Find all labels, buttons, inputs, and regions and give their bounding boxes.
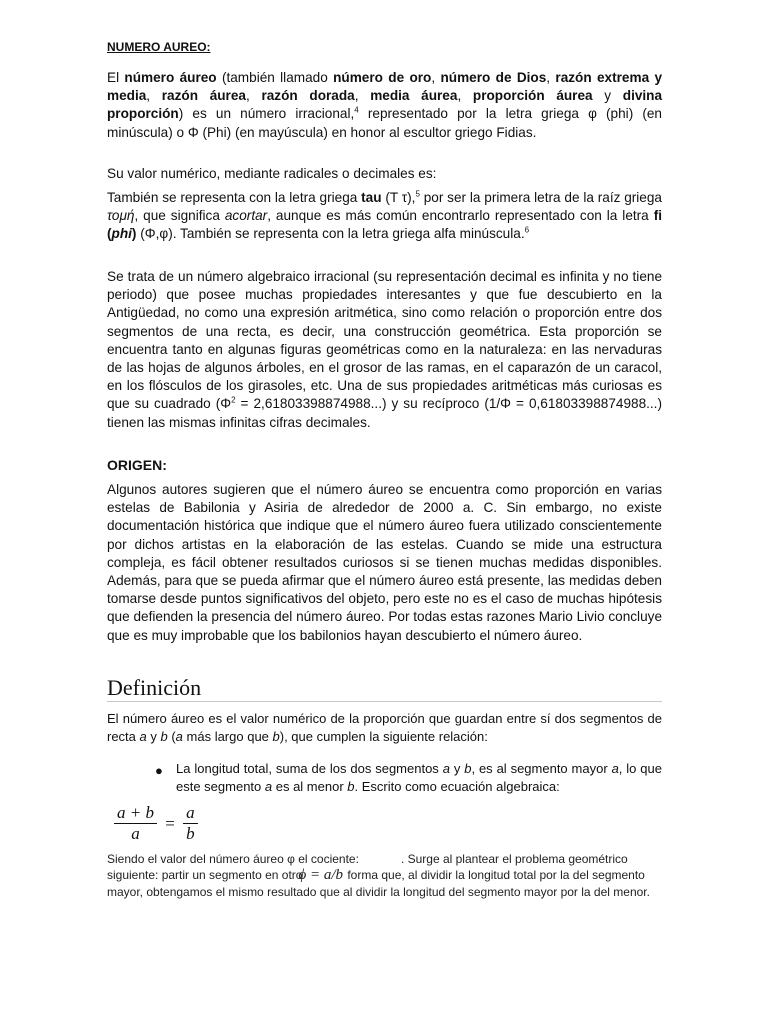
equation-rhs-fraction: $\frac{a}{b}$ bbox=[183, 803, 198, 844]
quotient-paragraph: Siendo el valor del número áureo φ el cociente: . Surge al plantear el problema geométrico siguiente: partir un segmento en otroϕ = a/b forma que, al dividir la longitud total por la del segmento mayor, obtengamos el mismo resultado que al dividir la longitud del segmento mayor por la del menor. bbox=[107, 852, 650, 899]
heading-divider bbox=[107, 701, 662, 702]
origen-heading: ORIGEN: bbox=[107, 457, 167, 473]
equation-equals: = bbox=[165, 813, 175, 833]
phi-inline-formula: ϕ = a/b bbox=[298, 867, 344, 884]
value-intro-text: Su valor numérico, mediante radicales o decimales es: bbox=[107, 166, 437, 181]
bullet-item-text: La longitud total, suma de los dos segmentos a y b, es al segmento mayor a, lo que este segmento a es al menor b. Escrito como ecuación algebraica: bbox=[176, 761, 662, 794]
algebraic-paragraph: Se trata de un número algebraico irracional (su representación decimal es infinita y no tiene periodo) que posee muchas propiedades interesantes y que fue descubierto en la Antigüedad, no como una expresión aritmética, sino como relación o proporción entre dos segmentos de una recta, es decir, una construcción geométrica. Esta proporción se encuentra tanto en algunas figuras geométricas como en la naturaleza: en las nervaduras de las hojas de algunos árboles, en el grosor de las ramas, en el caparazón de un caracol, en los flósculos de los girasoles, etc. Una de sus propiedades aritméticas más curiosas es que su cuadrado $(\Phi^2 = 2,61803398874988...)$ y su recíproco (1/Φ = 0,61803398874988...) tienen las mismas infinitas cifras decimales. bbox=[107, 269, 662, 430]
equation-lhs-fraction: $\frac{a + b}{a}$ bbox=[114, 803, 157, 844]
golden-ratio-equation bbox=[114, 803, 198, 849]
definicion-paragraph: El número áureo es el valor numérico de la proporción que guardan entre sí dos segmentos de recta a y b (a más largo que b), que cumplen la siguiente relación: bbox=[107, 711, 662, 744]
definicion-heading: Definición bbox=[107, 675, 202, 700]
page-title: NUMERO AUREO: bbox=[107, 40, 211, 54]
origen-paragraph: Algunos autores sugieren que el número áureo se encuentra como proporción en varias estelas de Babilonia y Asiria de alrededor de 2000 a. C. Sin embargo, no existe documentación histórica que indique que el número áureo fuera utilizado conscientemente por dichos artistas en la elaboración de las estelas. Cuando se mide una estructura compleja, es fácil obtener resultados curiosos si se tienen muchas medidas disponibles. Además, para que se pueda afirmar que el número áureo está presente, las medidas deben tomarse desde puntos significativos del objeto, pero este no es el caso de muchas hipótesis que defienden la presencia del número áureo. Por todas estas razones Mario Livio concluye que es muy improbable que los babilonios hayan descubierto el número áureo. bbox=[107, 482, 662, 643]
bullet-dot-icon: ● bbox=[155, 763, 163, 778]
tau-paragraph: También se representa con la letra griega tau (Τ τ),$^5$ por ser la primera letra de la raíz griega τομή, que significa acortar, aunque es más común encontrarlo representado con la letra fi (phi) (Φ,φ). También se representa con la letra griega alfa minúscula.$^6$ bbox=[107, 189, 662, 242]
intro-paragraph: El número áureo (también llamado número de oro, número de Dios, razón extrema y media, razón áurea, razón dorada, media áurea, proporción áurea y divina proporción) es un número irracional,$^4$ representado por la letra griega φ (phi) (en minúscula) o Φ (Phi) (en mayúscula) en honor al escultor griego Fidias. bbox=[107, 70, 663, 140]
